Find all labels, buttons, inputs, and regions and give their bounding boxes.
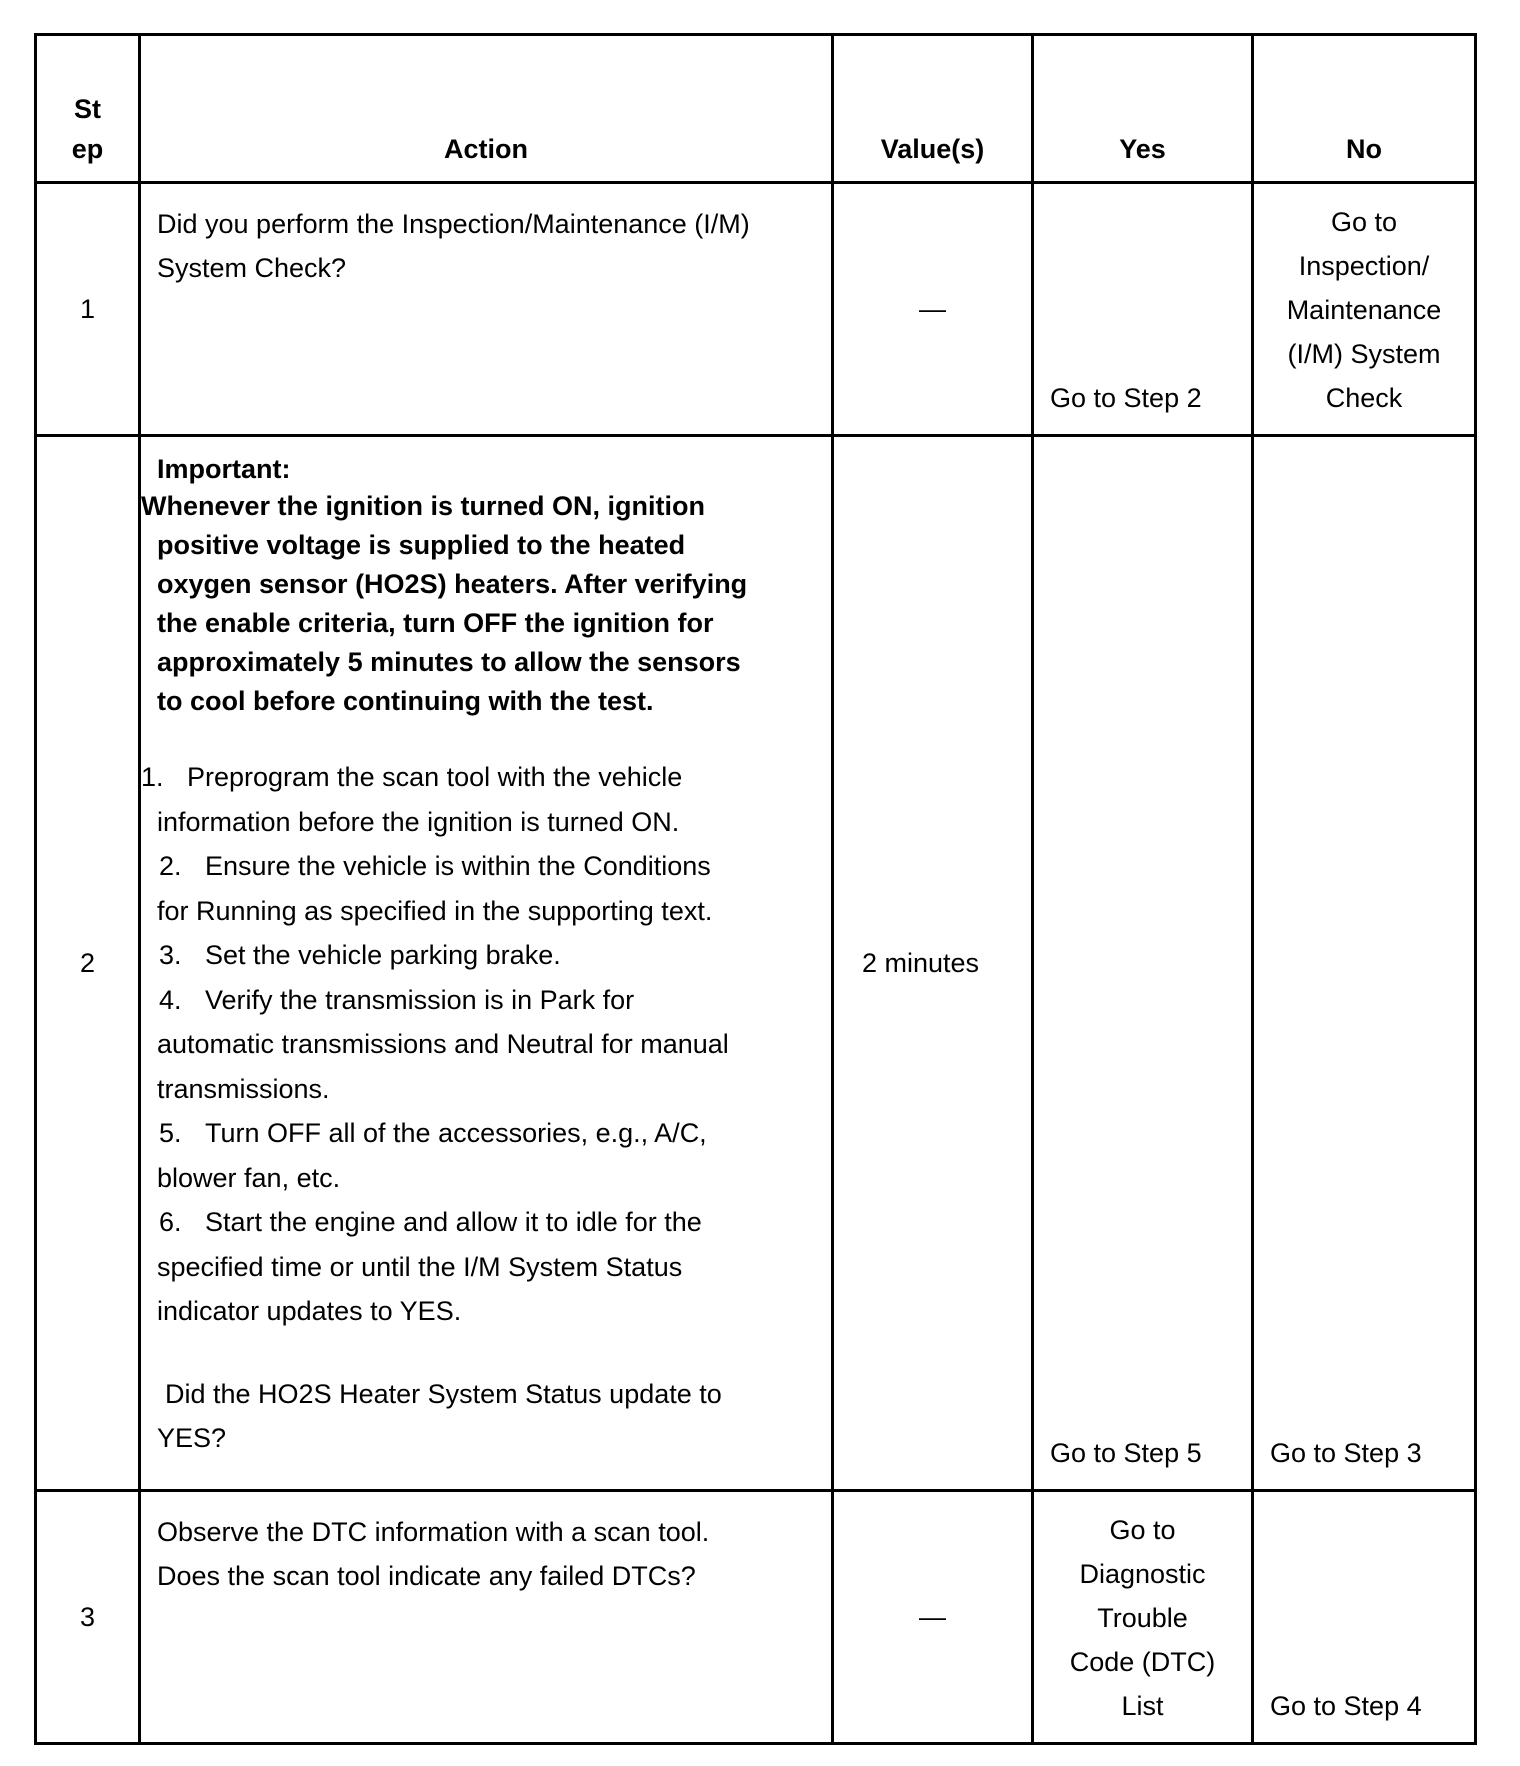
no-cell-line: (I/M) System bbox=[1287, 339, 1441, 369]
table-header-row bbox=[36, 35, 1476, 183]
list-item bbox=[157, 933, 831, 978]
yes-cell-line: Code (DTC) bbox=[1069, 1647, 1216, 1677]
question-text: Did the HO2S Heater System Status update to bbox=[165, 1378, 722, 1409]
table-row bbox=[36, 183, 1476, 436]
question-text: YES? bbox=[157, 1422, 227, 1453]
yes-cell-line: Diagnostic bbox=[1079, 1559, 1206, 1589]
list-number: 1. bbox=[141, 762, 164, 792]
list-number: 4. bbox=[159, 984, 182, 1015]
list-text: Ensure the vehicle is within the Conditions bbox=[205, 851, 711, 881]
list-number: 3. bbox=[159, 940, 182, 970]
list-number: 6. bbox=[159, 1207, 182, 1237]
no-cell: Go to Step 4 bbox=[1253, 1491, 1476, 1744]
no-cell-line: Maintenance bbox=[1286, 295, 1442, 325]
procedure-list bbox=[141, 755, 831, 1334]
no-cell bbox=[1253, 183, 1476, 436]
list-number: 5. bbox=[159, 1118, 182, 1148]
important-line: approximately 5 minutes to allow the sensors bbox=[157, 647, 741, 677]
important-note bbox=[141, 487, 831, 721]
header-action: Action bbox=[140, 35, 833, 183]
yes-cell bbox=[1033, 1491, 1253, 1744]
list-number: 2. bbox=[159, 851, 182, 881]
list-text: Turn OFF all of the accessories, e.g., A/C, bbox=[205, 1118, 707, 1148]
list-text: Set the vehicle parking brake. bbox=[205, 940, 561, 970]
action-cell bbox=[140, 1491, 833, 1744]
list-text: blower fan, etc. bbox=[157, 1162, 341, 1193]
list-item bbox=[157, 1200, 831, 1334]
no-cell-line: Check bbox=[1325, 383, 1403, 413]
important-line: the enable criteria, turn OFF the ignition for bbox=[157, 608, 714, 638]
list-text: for Running as specified in the supporting text. bbox=[157, 895, 713, 926]
list-item bbox=[141, 755, 831, 844]
list-text: Preprogram the scan tool with the vehicle bbox=[187, 762, 683, 792]
important-line: positive voltage is supplied to the heated bbox=[157, 530, 686, 560]
header-values: Value(s) bbox=[833, 35, 1033, 183]
important-line: to cool before continuing with the test. bbox=[157, 686, 654, 716]
list-text: transmissions. bbox=[157, 1073, 330, 1104]
step-number: 2 bbox=[36, 436, 140, 1491]
yes-cell-line: Trouble bbox=[1097, 1603, 1188, 1633]
header-step bbox=[36, 35, 140, 183]
list-text: indicator updates to YES. bbox=[157, 1296, 462, 1326]
list-text: specified time or until the I/M System Status bbox=[157, 1251, 683, 1282]
yes-cell-line: List bbox=[1121, 1691, 1164, 1721]
no-cell: Go to Step 3 bbox=[1253, 436, 1476, 1491]
header-step-line2: ep bbox=[71, 134, 104, 164]
table-row bbox=[36, 436, 1476, 1491]
value-cell: — bbox=[833, 183, 1033, 436]
yes-cell-line: Go to bbox=[1109, 1515, 1176, 1545]
step-number: 1 bbox=[36, 183, 140, 436]
list-text: information before the ignition is turned ON. bbox=[157, 806, 680, 837]
step-number: 3 bbox=[36, 1491, 140, 1744]
action-text: Did you perform the Inspection/Maintenance (I/M) bbox=[157, 209, 750, 239]
action-text: System Check? bbox=[157, 253, 347, 283]
action-text: Does the scan tool indicate any failed DTCs? bbox=[157, 1561, 696, 1591]
list-item bbox=[157, 978, 831, 1112]
header-yes: Yes bbox=[1033, 35, 1253, 183]
list-item bbox=[157, 1111, 831, 1200]
action-text: Observe the DTC information with a scan tool. bbox=[157, 1517, 710, 1547]
diagnostic-table bbox=[34, 33, 1477, 1745]
yes-cell: Go to Step 5 bbox=[1033, 436, 1253, 1491]
list-text: automatic transmissions and Neutral for manual bbox=[157, 1029, 729, 1059]
no-cell-line: Go to bbox=[1330, 207, 1398, 237]
value-cell: 2 minutes bbox=[833, 436, 1033, 1491]
important-title: Important: bbox=[157, 454, 291, 484]
action-cell bbox=[140, 436, 833, 1491]
important-line: Whenever the ignition is turned ON, ignition bbox=[141, 491, 705, 521]
header-step-line1: St bbox=[74, 94, 101, 124]
yes-cell: Go to Step 2 bbox=[1033, 183, 1253, 436]
list-text: Start the engine and allow it to idle for the bbox=[205, 1207, 702, 1237]
no-cell-line: Inspection/ bbox=[1298, 251, 1430, 281]
table-row bbox=[36, 1491, 1476, 1744]
important-line: oxygen sensor (HO2S) heaters. After verifying bbox=[157, 569, 748, 599]
list-text: Verify the transmission is in Park for bbox=[205, 984, 635, 1015]
action-cell bbox=[140, 183, 833, 436]
header-no: No bbox=[1253, 35, 1476, 183]
value-cell: — bbox=[833, 1491, 1033, 1744]
question bbox=[157, 1372, 831, 1460]
list-item bbox=[157, 844, 831, 933]
